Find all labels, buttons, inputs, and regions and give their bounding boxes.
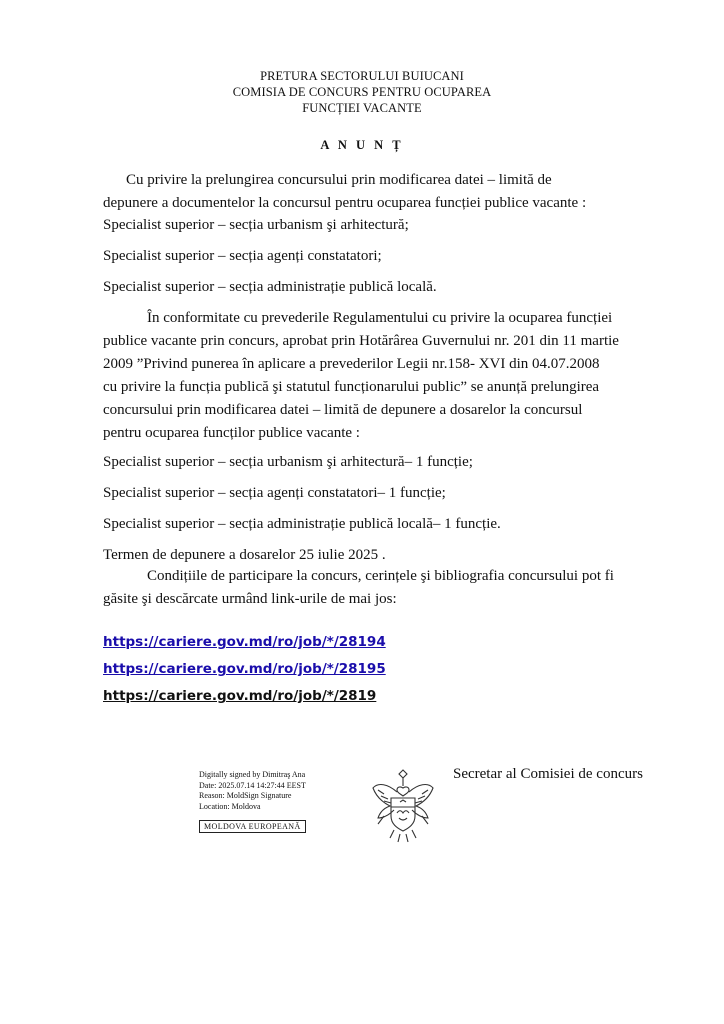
position-item: Specialist superior – secția administrație publică locală– 1 funcție. bbox=[103, 516, 501, 532]
deadline-text: Termen de depunere a dosarelor 25 iulie 2025 . bbox=[103, 547, 386, 563]
job-link-28195[interactable]: https://cariere.gov.md/ro/job/*/28195 bbox=[103, 661, 386, 677]
conditions-line: găsite şi descărcate urmând link-urile de mai jos: bbox=[103, 591, 397, 607]
paragraph-line: concursului prin modificarea datei – limită de depunere a dosarelor la concursul bbox=[103, 402, 583, 418]
paragraph-line: În conformitate cu prevederile Regulamentului cu privire la ocuparea funcției bbox=[147, 310, 613, 326]
digital-signature-block bbox=[199, 770, 329, 812]
signature-date: Date: 2025.07.14 14:27:44 EEST bbox=[199, 780, 306, 790]
position-item: Specialist superior – secția urbanism şi arhitectură– 1 funcție; bbox=[103, 454, 473, 470]
job-link-2819[interactable]: https://cariere.gov.md/ro/job/*/2819 bbox=[103, 688, 377, 704]
paragraph-line: 2009 ”Privind punerea în aplicare a prevederilor Legii nr.158- XVI din 04.07.2008 bbox=[103, 356, 600, 372]
position-item: Specialist superior – secția urbanism şi arhitectură; bbox=[103, 217, 409, 233]
coat-of-arms-icon bbox=[370, 766, 436, 846]
paragraph-line: pentru ocuparea funcților publice vacante : bbox=[103, 425, 360, 441]
intro-line: Cu privire la prelungirea concursului prin modificarea datei – limită de bbox=[126, 172, 552, 188]
header-commission: COMISIA DE CONCURS PENTRU OCUPAREA bbox=[232, 85, 492, 99]
position-item: Specialist superior – secția agenți constatatori– 1 funcție; bbox=[103, 485, 446, 501]
signature-tag: MOLDOVA EUROPEANĂ bbox=[199, 820, 306, 833]
header-position: FUNCȚIEI VACANTE bbox=[302, 101, 422, 115]
paragraph-line: publice vacante prin concurs, aprobat prin Hotărârea Guvernului nr. 201 din 11 martie bbox=[103, 333, 619, 349]
signature-signed-by: Digitally signed by Dimitraş Ana bbox=[199, 770, 306, 779]
position-item: Specialist superior – secția agenți constatatori; bbox=[103, 248, 382, 264]
signature-reason: Reason: MoldSign Signature bbox=[199, 791, 292, 800]
paragraph-line: cu privire la funcția publică şi statutul funcționarului public” se anunță prelungirea bbox=[103, 379, 600, 395]
signature-location: Location: Moldova bbox=[199, 801, 261, 811]
position-item: Specialist superior – secția administrație publică locală. bbox=[103, 279, 437, 295]
conditions-line: Condițiile de participare la concurs, cerințele şi bibliografia concursului pot fi bbox=[147, 568, 614, 584]
secretary-label: Secretar al Comisiei de concurs bbox=[453, 766, 643, 782]
intro-line: depunere a documentelor la concursul pentru ocuparea funcției publice vacante : bbox=[103, 195, 587, 211]
header-institution: PRETURA SECTORULUI BUIUCANI bbox=[260, 69, 464, 83]
job-link-28194[interactable]: https://cariere.gov.md/ro/job/*/28194 bbox=[103, 634, 386, 650]
announcement-title: A N U N Ț bbox=[320, 138, 404, 152]
